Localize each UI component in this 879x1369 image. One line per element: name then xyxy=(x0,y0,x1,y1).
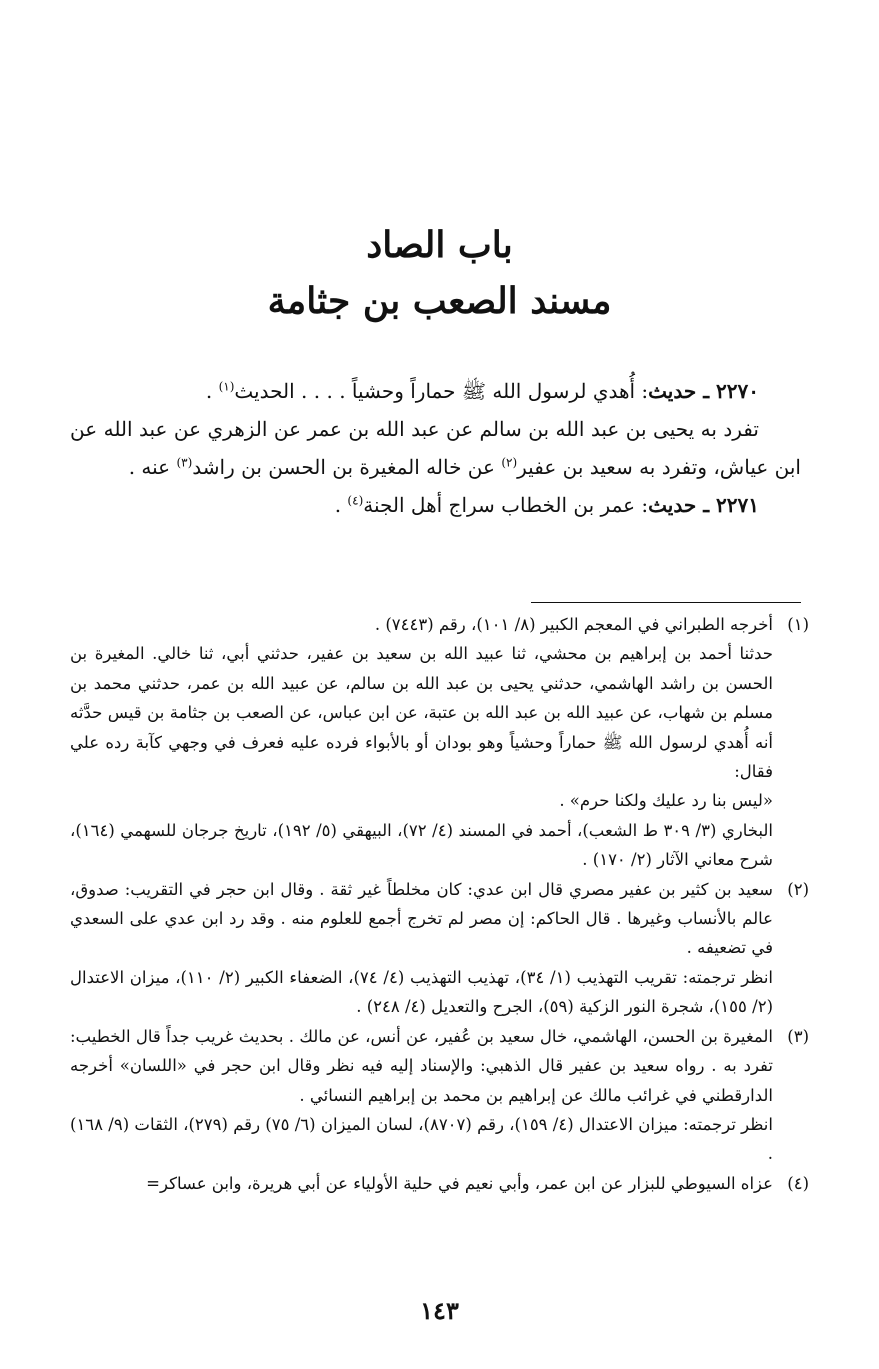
narration-text: عنه . xyxy=(128,455,171,479)
hadith-end: . xyxy=(205,379,213,403)
hadith-number: ٢٢٧٠ ـ حديث xyxy=(648,379,759,403)
footnote-ref: (١) xyxy=(218,379,235,394)
footnote-body xyxy=(70,610,773,639)
footnote-body xyxy=(70,1169,773,1198)
hadith-2271 xyxy=(70,486,801,524)
footnote-ref: (٣) xyxy=(176,455,193,470)
hadith-text: : أُهدي لرسول الله ﷺ حماراً وحشياً . . . . الحديث xyxy=(234,379,649,403)
footnote-2 xyxy=(70,875,809,963)
hadith-2270 xyxy=(70,372,801,410)
footnote-text: أخرجه الطبراني في المعجم الكبير (٨/ ١٠١)، رقم (٧٤٤٣) . xyxy=(374,615,773,634)
footnote-quote: «ليس بنا رد عليك ولكنا حرم» . xyxy=(559,791,773,811)
chapter-title: باب الصاد xyxy=(366,224,513,266)
footnote-body xyxy=(70,1022,773,1110)
footnote-bio: انظر ترجمته: تقريب التهذيب (١/ ٣٤)، تهذيب التهذيب (٤/ ٧٤)، الضعفاء الكبير (٢/ ١١٠)، ميزان الاعتدال (٢/ ١٥٥)، شجرة النور الزكية (٥٩)، الجرح والتعديل (٤/ ٢٤٨) . xyxy=(70,967,774,1017)
footnote-divider xyxy=(531,602,801,603)
footnotes xyxy=(70,610,809,1198)
narration-text: عن خاله المغيرة بن الحسن بن راشد xyxy=(192,455,495,479)
footnote-1 xyxy=(70,610,809,639)
footnote-3 xyxy=(70,1022,809,1110)
hadith-end: . xyxy=(334,493,342,517)
footnote-bio: انظر ترجمته: ميزان الاعتدال (٤/ ١٥٩)، رقم (٨٧٠٧)، لسان الميزان (٦/ ٧٥) رقم (٢٧٩)، الثقات (٩/ ١٦٨) . xyxy=(70,1114,773,1164)
hadith-number: ٢٢٧١ ـ حديث xyxy=(648,493,759,517)
page-number: ١٤٣ xyxy=(420,1296,459,1325)
musnad-title: مسند الصعب بن جثامة xyxy=(267,280,612,322)
footnote-body xyxy=(70,875,773,963)
main-text xyxy=(70,372,801,524)
narration-paragraph xyxy=(70,410,801,486)
footnote-label: (٤) xyxy=(787,1173,809,1193)
footnote-text: سعيد بن كثير بن عفير مصري قال ابن عدي: كان مخلطاً غير ثقة . وقال ابن حجر في التقريب: صدوق، عالم بالأنساب وغيرها . قال الحاكم: إن مصر لم تخرج أجمع للعلوم منه . وقد رد ابن عدي على السعدي في تضعيفه . xyxy=(70,879,773,958)
hadith-text: : عمر بن الخطاب سراج أهل الجنة xyxy=(363,493,649,517)
footnote-4 xyxy=(70,1169,809,1198)
footnote-label: (٣) xyxy=(787,1026,809,1046)
footnote-ref: (٢) xyxy=(501,455,518,470)
footnote-ref: (٤) xyxy=(347,493,364,508)
footnote-text: حدثنا أحمد بن إبراهيم بن محشي، ثنا عبيد الله بن سعيد بن عفير، حدثني أبي، ثنا خالي. المغيرة بن الحسن بن راشد الهاشمي، حدثني يحيى بن عبد الله بن سالم، عن عبيد الله بن عمر، حدثني محمد بن مسلم بن شهاب، عن عبيد الله بن عبد الله بن عتبة، عن ابن عباس، عن الصعب بن جثامة بن قيس حدَّثه أنه أُهدي لرسول الله ﷺ حماراً وحشياً وهو بودان أو بالأبواء فرده عليه فعرف في وجهي كآبة رده علي فقال: xyxy=(70,644,773,782)
footnote-text: عزاه السيوطي للبزار عن ابن عمر، وأبي نعيم في حلية الأولياء عن أبي هريرة، وابن عساكر= xyxy=(146,1173,773,1193)
footnote-label: (١) xyxy=(787,615,809,634)
footnote-text: المغيرة بن الحسن، الهاشمي، خال سعيد بن عُفير، عن أنس، عن مالك . بحديث غريب جداً قال الخطيب: تفرد به . رواه سعيد بن عفير قال الذهبي: والإسناد إليه فيه نظر وقال ابن حجر في «اللسان» أخرجه الدارقطني في غرائب مالك عن إبراهيم بن محمد بن إبراهيم النسائي . xyxy=(70,1026,773,1105)
footnote-label: (٢) xyxy=(787,879,809,899)
narration-text: تفرد به يحيى بن عبد الله بن سالم عن عبد الله بن عمر عن الزهري عن عبد الله عن ابن عياش، وتفرد به سعيد بن عفير xyxy=(70,417,801,479)
footnote-sources: البخاري (٣/ ٣٠٩ ط الشعب)، أحمد في المسند (٤/ ٧٢)، البيهقي (٥/ ١٩٢)، تاريخ جرجان للسهمي (١٦٤)، شرح معاني الآثار (٢/ ١٧٠) . xyxy=(70,820,773,870)
